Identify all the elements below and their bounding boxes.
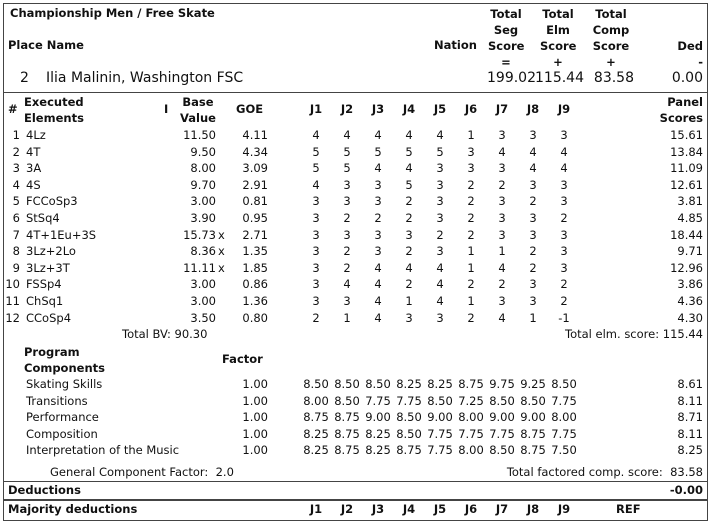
component-judge-score: 8.25 xyxy=(365,426,391,441)
judge-score: 3 xyxy=(498,161,506,176)
judge-score: 3 xyxy=(436,310,444,325)
judge-score: 4 xyxy=(374,161,382,176)
component-factor: 1.00 xyxy=(242,426,268,441)
judge-score: 1 xyxy=(529,310,537,325)
total-base-value: Total BV: 90.30 xyxy=(122,327,208,341)
judge-score: 4 xyxy=(312,128,320,142)
element-base-value: 9.70 xyxy=(190,177,216,192)
deductions-header: Ded - xyxy=(677,39,703,69)
component-panel-score: 8.71 xyxy=(677,410,703,425)
judge-score: 5 xyxy=(343,161,351,176)
judge-score: 3 xyxy=(560,128,568,142)
judge-header: J7 xyxy=(495,102,509,116)
component-judge-score: 8.75 xyxy=(334,443,360,458)
majority-judge-header: J7 xyxy=(495,502,509,516)
element-number: 4 xyxy=(12,177,20,192)
component-judge-score: 8.75 xyxy=(334,426,360,441)
judge-score: 3 xyxy=(405,310,413,325)
base-value-header: Base Value xyxy=(180,95,216,125)
component-judge-score: 7.75 xyxy=(551,426,577,441)
majority-judge-header: J3 xyxy=(371,502,385,516)
component-judge-score: 8.50 xyxy=(520,393,546,408)
judge-score: 4 xyxy=(343,277,351,292)
judge-score: 4 xyxy=(436,260,444,275)
element-panel-score: 4.30 xyxy=(677,310,703,325)
judge-score: 3 xyxy=(560,227,568,242)
component-panel-score: 8.11 xyxy=(677,426,703,441)
component-judge-score: 8.75 xyxy=(303,410,329,425)
component-judge-score: 7.75 xyxy=(458,426,484,441)
component-factor: 1.00 xyxy=(242,393,268,408)
judge-score: 3 xyxy=(312,194,320,209)
skater-total-element-score: 115.44 xyxy=(535,70,584,86)
component-name: Transitions xyxy=(26,393,88,408)
judge-score: 3 xyxy=(529,211,537,225)
judge-score: 3 xyxy=(498,211,506,225)
judge-header: J4 xyxy=(402,102,416,116)
element-goe: 1.85 xyxy=(242,260,268,275)
judge-header: J1 xyxy=(309,102,323,116)
judge-score: 4 xyxy=(436,294,444,308)
judge-score: 4 xyxy=(436,128,444,142)
factor-header: Factor xyxy=(222,352,263,366)
judge-score: 2 xyxy=(467,211,475,225)
element-number: 12 xyxy=(5,310,20,325)
element-base-value: 8.36 xyxy=(190,244,216,259)
element-base-value: 3.00 xyxy=(190,194,216,209)
component-judge-score: 8.75 xyxy=(520,426,546,441)
element-goe: 0.81 xyxy=(242,194,268,209)
judge-score: 1 xyxy=(467,260,475,275)
component-name: Skating Skills xyxy=(26,377,103,391)
judge-score: 3 xyxy=(436,161,444,176)
element-base-value: 11.11 xyxy=(183,260,216,275)
majority-judge-header: J5 xyxy=(433,502,447,516)
judge-score: 3 xyxy=(498,294,506,308)
element-number: 8 xyxy=(12,244,20,259)
component-judge-score: 8.25 xyxy=(396,377,422,391)
judge-score: 2 xyxy=(467,177,475,192)
goe-header: GOE xyxy=(236,102,264,116)
judge-score: 1 xyxy=(467,294,475,308)
executed-elements-header: Executed Elements xyxy=(24,95,84,125)
element-base-value: 3.50 xyxy=(190,310,216,325)
info-header: I xyxy=(164,102,169,116)
component-factor: 1.00 xyxy=(242,377,268,391)
element-name: 3A xyxy=(26,161,42,176)
skater-total-component-score: 83.58 xyxy=(593,70,634,86)
judge-score: 1 xyxy=(498,244,506,259)
component-panel-score: 8.61 xyxy=(677,377,703,391)
total-component-score-header: Total Comp Score + xyxy=(592,7,630,69)
judge-score: 4 xyxy=(374,277,382,292)
judge-score: 3 xyxy=(436,194,444,209)
judge-score: 3 xyxy=(374,227,382,242)
element-panel-score: 12.61 xyxy=(670,177,703,192)
judge-score: 3 xyxy=(312,244,320,259)
judge-score: 4 xyxy=(374,128,382,142)
judge-score: 2 xyxy=(405,244,413,259)
total-segment-score-header: Total Seg Score = xyxy=(488,7,525,69)
skater-total-segment-score: 199.02 xyxy=(487,70,536,86)
judge-score: 4 xyxy=(312,177,320,192)
judge-score: 2 xyxy=(560,211,568,225)
judge-score: 4 xyxy=(529,144,537,159)
element-panel-score: 13.84 xyxy=(670,144,703,159)
judge-score: 3 xyxy=(529,177,537,192)
component-judge-score: 8.25 xyxy=(427,377,453,391)
element-bonus-mark: x xyxy=(218,244,225,259)
component-judge-score: 8.50 xyxy=(396,426,422,441)
judge-score: 2 xyxy=(467,310,475,325)
element-goe: 1.35 xyxy=(242,244,268,259)
element-goe: 0.80 xyxy=(242,310,268,325)
component-judge-score: 7.75 xyxy=(427,443,453,458)
element-number: 9 xyxy=(12,260,20,275)
element-number: 6 xyxy=(12,211,20,225)
total-element-score-header: Total Elm Score + xyxy=(540,7,577,69)
element-name: 4S xyxy=(26,177,41,192)
component-judge-score: 7.75 xyxy=(427,426,453,441)
judge-score: 3 xyxy=(312,260,320,275)
judge-score: 3 xyxy=(498,227,506,242)
element-number: 3 xyxy=(12,161,20,176)
judge-score: 1 xyxy=(343,310,351,325)
element-goe: 2.71 xyxy=(242,227,268,242)
protocol-sheet xyxy=(3,3,708,521)
component-judge-score: 7.75 xyxy=(396,393,422,408)
component-name: Interpretation of the Music xyxy=(26,443,180,458)
element-panel-score: 4.36 xyxy=(677,294,703,308)
component-judge-score: 9.75 xyxy=(489,377,515,391)
element-panel-score: 4.85 xyxy=(677,211,703,225)
judge-score: 3 xyxy=(312,294,320,308)
judge-score: 3 xyxy=(436,211,444,225)
judge-score: 2 xyxy=(498,277,506,292)
component-panel-score: 8.11 xyxy=(677,393,703,408)
judge-score: 4 xyxy=(405,161,413,176)
component-judge-score: 8.25 xyxy=(303,443,329,458)
judge-score: 4 xyxy=(374,310,382,325)
judge-score: 2 xyxy=(529,194,537,209)
element-name: 4Lz xyxy=(26,128,46,142)
judge-score: 2 xyxy=(343,260,351,275)
judge-header: J5 xyxy=(433,102,447,116)
nation-header: Nation xyxy=(434,38,477,52)
judge-score: 4 xyxy=(498,260,506,275)
element-name: 3Lz+3T xyxy=(26,260,70,275)
judge-score: 3 xyxy=(436,177,444,192)
element-name: FCCoSp3 xyxy=(26,194,78,209)
judge-score: 3 xyxy=(312,277,320,292)
judge-score: 2 xyxy=(560,277,568,292)
judge-score: 2 xyxy=(343,244,351,259)
component-panel-score: 8.25 xyxy=(677,443,703,458)
skater-name: Ilia Malinin, Washington FSC xyxy=(46,70,244,86)
component-judge-score: 7.75 xyxy=(489,426,515,441)
element-goe: 1.36 xyxy=(242,294,268,308)
component-judge-score: 8.00 xyxy=(458,410,484,425)
judge-score: 3 xyxy=(467,161,475,176)
element-panel-score: 12.96 xyxy=(670,260,703,275)
judge-score: 3 xyxy=(560,177,568,192)
element-base-value: 9.50 xyxy=(190,144,216,159)
judge-score: 1 xyxy=(467,128,475,142)
judge-score: 2 xyxy=(343,211,351,225)
element-goe: 0.86 xyxy=(242,277,268,292)
element-panel-score: 3.86 xyxy=(677,277,703,292)
judge-score: 3 xyxy=(374,177,382,192)
event-title: Championship Men / Free Skate xyxy=(10,6,215,20)
element-goe: 3.09 xyxy=(242,161,268,176)
element-bonus-mark: x xyxy=(218,260,225,275)
component-judge-score: 8.75 xyxy=(458,377,484,391)
component-judge-score: 8.75 xyxy=(520,443,546,458)
element-number: 5 xyxy=(12,194,20,209)
judge-score: 3 xyxy=(343,227,351,242)
element-base-value: 3.00 xyxy=(190,294,216,308)
element-base-value: 11.50 xyxy=(183,128,216,142)
component-factor: 1.00 xyxy=(242,443,268,458)
judge-score: 1 xyxy=(467,244,475,259)
majority-deductions-label: Majority deductions xyxy=(8,502,138,516)
judge-score: 4 xyxy=(436,277,444,292)
component-judge-score: 9.25 xyxy=(520,377,546,391)
component-judge-score: 9.00 xyxy=(427,410,453,425)
judge-score: 3 xyxy=(312,211,320,225)
judge-header: J8 xyxy=(526,102,540,116)
component-judge-score: 8.50 xyxy=(334,393,360,408)
majority-judge-header: J4 xyxy=(402,502,416,516)
component-judge-score: 7.75 xyxy=(551,393,577,408)
element-base-value: 3.90 xyxy=(190,211,216,225)
component-judge-score: 8.75 xyxy=(396,443,422,458)
component-judge-score: 8.50 xyxy=(489,443,515,458)
element-name: 4T xyxy=(26,144,41,159)
judge-score: 3 xyxy=(529,294,537,308)
component-judge-score: 7.50 xyxy=(551,443,577,458)
element-number: 11 xyxy=(5,294,20,308)
divider xyxy=(4,499,707,501)
judge-score: 4 xyxy=(498,310,506,325)
program-components-header: Program Components xyxy=(24,345,105,375)
element-number: 2 xyxy=(12,144,20,159)
judge-score: 5 xyxy=(343,144,351,159)
judge-score: 2 xyxy=(467,194,475,209)
component-judge-score: 8.25 xyxy=(303,426,329,441)
divider xyxy=(4,92,707,93)
judge-header: J9 xyxy=(557,102,571,116)
component-judge-score: 8.50 xyxy=(427,393,453,408)
element-goe: 4.11 xyxy=(242,128,268,142)
judge-score: 3 xyxy=(498,128,506,142)
judge-score: 4 xyxy=(374,294,382,308)
judge-score: -1 xyxy=(558,310,570,325)
judge-score: 3 xyxy=(343,294,351,308)
judge-score: 3 xyxy=(467,144,475,159)
component-judge-score: 8.50 xyxy=(365,377,391,391)
judge-score: 4 xyxy=(560,144,568,159)
judge-score: 5 xyxy=(312,161,320,176)
element-number: 10 xyxy=(5,277,20,292)
judge-score: 3 xyxy=(529,277,537,292)
judge-score: 2 xyxy=(560,294,568,308)
judge-score: 2 xyxy=(529,260,537,275)
judge-score: 3 xyxy=(560,260,568,275)
judge-score: 3 xyxy=(529,128,537,142)
total-element-score: Total elm. score: 115.44 xyxy=(565,327,703,341)
majority-judge-header: J6 xyxy=(464,502,478,516)
judge-score: 3 xyxy=(498,194,506,209)
judge-score: 3 xyxy=(529,227,537,242)
component-judge-score: 8.50 xyxy=(489,393,515,408)
judge-score: 2 xyxy=(374,211,382,225)
element-name: CCoSp4 xyxy=(26,310,72,325)
element-base-value: 8.00 xyxy=(190,161,216,176)
judge-header: J6 xyxy=(464,102,478,116)
component-name: Composition xyxy=(26,426,98,441)
component-factor: 1.00 xyxy=(242,410,268,425)
judge-score: 3 xyxy=(436,244,444,259)
judge-header: J3 xyxy=(371,102,385,116)
component-judge-score: 8.00 xyxy=(458,443,484,458)
majority-judge-header: J8 xyxy=(526,502,540,516)
majority-judge-header: J9 xyxy=(557,502,571,516)
skater-place: 2 xyxy=(20,70,29,86)
judge-score: 4 xyxy=(529,161,537,176)
judge-score: 3 xyxy=(374,194,382,209)
element-name: StSq4 xyxy=(26,211,60,225)
majority-judge-header: J1 xyxy=(309,502,323,516)
judge-score: 4 xyxy=(498,144,506,159)
component-judge-score: 8.50 xyxy=(334,377,360,391)
judge-score: 3 xyxy=(343,194,351,209)
element-goe: 4.34 xyxy=(242,144,268,159)
component-judge-score: 8.25 xyxy=(365,443,391,458)
judge-score: 4 xyxy=(343,128,351,142)
judge-score: 3 xyxy=(560,244,568,259)
component-judge-score: 8.50 xyxy=(396,410,422,425)
referee-label: REF xyxy=(616,502,641,516)
skater-deductions: 0.00 xyxy=(671,70,703,86)
element-panel-score: 18.44 xyxy=(670,227,703,242)
component-judge-score: 8.75 xyxy=(334,410,360,425)
element-panel-score: 15.61 xyxy=(670,128,703,142)
judge-score: 2 xyxy=(405,211,413,225)
element-goe: 2.91 xyxy=(242,177,268,192)
component-judge-score: 8.50 xyxy=(551,377,577,391)
component-judge-score: 9.00 xyxy=(520,410,546,425)
element-name: FSSp4 xyxy=(26,277,62,292)
judge-header: J2 xyxy=(340,102,354,116)
component-judge-score: 9.00 xyxy=(365,410,391,425)
majority-judge-header: J2 xyxy=(340,502,354,516)
judge-score: 3 xyxy=(374,244,382,259)
judge-score: 5 xyxy=(405,144,413,159)
judge-score: 2 xyxy=(529,244,537,259)
deductions-value: -0.00 xyxy=(669,483,703,497)
judge-score: 4 xyxy=(374,260,382,275)
element-panel-score: 3.81 xyxy=(677,194,703,209)
element-number: 1 xyxy=(12,128,20,142)
component-judge-score: 7.75 xyxy=(365,393,391,408)
judge-score: 5 xyxy=(312,144,320,159)
judge-score: 2 xyxy=(498,177,506,192)
element-number: 7 xyxy=(12,227,20,242)
judge-score: 2 xyxy=(405,277,413,292)
component-judge-score: 9.00 xyxy=(489,410,515,425)
element-panel-score: 11.09 xyxy=(670,161,703,176)
judge-score: 2 xyxy=(467,277,475,292)
judge-score: 3 xyxy=(312,227,320,242)
element-panel-score: 9.71 xyxy=(677,244,703,259)
component-name: Performance xyxy=(26,410,99,425)
judge-score: 5 xyxy=(405,177,413,192)
judge-score: 3 xyxy=(343,177,351,192)
judge-score: 4 xyxy=(560,161,568,176)
element-bonus-mark: x xyxy=(218,227,225,242)
total-factored-component-score: Total factored comp. score: 83.58 xyxy=(506,465,703,479)
panel-scores-header: Panel Scores xyxy=(659,95,703,125)
component-judge-score: 8.00 xyxy=(551,410,577,425)
judge-score: 5 xyxy=(374,144,382,159)
judge-score: 1 xyxy=(405,294,413,308)
element-name: ChSq1 xyxy=(26,294,64,308)
component-judge-score: 8.50 xyxy=(303,377,329,391)
element-name: 3Lz+2Lo xyxy=(26,244,76,259)
component-judge-score: 8.00 xyxy=(303,393,329,408)
deductions-label: Deductions xyxy=(8,483,81,497)
divider xyxy=(4,481,707,482)
judge-score: 2 xyxy=(436,227,444,242)
general-component-factor: General Component Factor: 2.0 xyxy=(50,465,234,479)
judge-score: 4 xyxy=(405,260,413,275)
element-goe: 0.95 xyxy=(242,211,268,225)
judge-score: 5 xyxy=(436,144,444,159)
judge-score: 2 xyxy=(312,310,320,325)
element-name: 4T+1Eu+3S xyxy=(26,227,97,242)
place-name-header: Place Name xyxy=(8,38,84,52)
judge-score: 3 xyxy=(405,227,413,242)
element-number-header: # xyxy=(8,102,18,116)
judge-score: 4 xyxy=(405,128,413,142)
judge-score: 2 xyxy=(405,194,413,209)
judge-score: 2 xyxy=(467,227,475,242)
component-judge-score: 7.25 xyxy=(458,393,484,408)
element-base-value: 15.73 xyxy=(183,227,216,242)
judge-score: 3 xyxy=(560,194,568,209)
element-base-value: 3.00 xyxy=(190,277,216,292)
